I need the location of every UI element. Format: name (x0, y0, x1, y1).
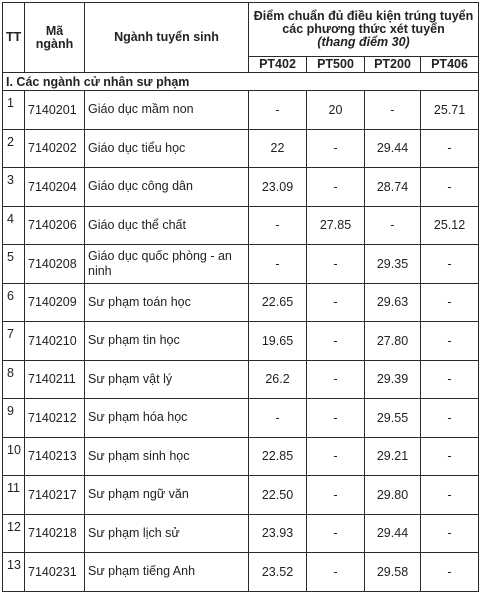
row-code: 7140212 (25, 399, 85, 438)
row-score: - (307, 283, 365, 322)
row-code: 7140204 (25, 168, 85, 207)
table-row (3, 476, 479, 515)
row-score: 29.63 (365, 283, 421, 322)
row-tt: 5 (3, 245, 25, 284)
table-row (3, 553, 479, 592)
row-score: - (307, 437, 365, 476)
table-row (3, 91, 479, 130)
score-title-line1: Điểm chuẩn đủ điều kiện trúng tuyển (253, 9, 474, 23)
row-code: 7140208 (25, 245, 85, 284)
row-score: 22.65 (249, 283, 307, 322)
row-score: - (365, 91, 421, 130)
row-score: - (307, 514, 365, 553)
table-row (3, 206, 479, 245)
section-title: I. Các ngành cử nhân sư phạm (3, 73, 479, 91)
row-code: 7140213 (25, 437, 85, 476)
row-score: 29.21 (365, 437, 421, 476)
row-code: 7140209 (25, 283, 85, 322)
row-code: 7140218 (25, 514, 85, 553)
row-score: - (249, 206, 307, 245)
header-score-title (249, 3, 479, 57)
row-score: 29.35 (365, 245, 421, 284)
row-score: 23.09 (249, 168, 307, 207)
table-row (3, 399, 479, 438)
row-score: - (307, 245, 365, 284)
row-tt: 13 (3, 553, 25, 592)
row-tt: 12 (3, 514, 25, 553)
row-score: 29.80 (365, 476, 421, 515)
header-code: Mã ngành (25, 3, 85, 73)
row-score: 19.65 (249, 322, 307, 361)
row-score: 25.12 (421, 206, 479, 245)
row-code: 7140211 (25, 360, 85, 399)
row-score: - (307, 553, 365, 592)
row-score: 29.39 (365, 360, 421, 399)
row-name: Sư phạm hóa học (85, 399, 249, 438)
header-name: Ngành tuyển sinh (85, 3, 249, 73)
row-name: Sư phạm vật lý (85, 360, 249, 399)
row-score: - (365, 206, 421, 245)
row-tt: 6 (3, 283, 25, 322)
row-code: 7140201 (25, 91, 85, 130)
header-method: PT406 (421, 57, 479, 73)
row-score: - (421, 283, 479, 322)
header-method: PT200 (365, 57, 421, 73)
row-code: 7140202 (25, 129, 85, 168)
row-score: - (307, 168, 365, 207)
row-score: 22.50 (249, 476, 307, 515)
row-score: 22 (249, 129, 307, 168)
row-score: - (421, 437, 479, 476)
row-score: - (307, 399, 365, 438)
row-score: - (421, 399, 479, 438)
row-score: - (421, 322, 479, 361)
row-score: - (421, 553, 479, 592)
row-name: Sư phạm toán học (85, 283, 249, 322)
row-score: - (249, 399, 307, 438)
row-code: 7140217 (25, 476, 85, 515)
row-tt: 4 (3, 206, 25, 245)
table-row (3, 514, 479, 553)
table-row (3, 437, 479, 476)
row-tt: 8 (3, 360, 25, 399)
row-score: 23.93 (249, 514, 307, 553)
row-code: 7140206 (25, 206, 85, 245)
header-method: PT500 (307, 57, 365, 73)
row-score: 20 (307, 91, 365, 130)
row-name: Giáo dục tiểu học (85, 129, 249, 168)
row-score: 29.58 (365, 553, 421, 592)
row-score: 26.2 (249, 360, 307, 399)
row-tt: 10 (3, 437, 25, 476)
row-score: 25.71 (421, 91, 479, 130)
table-row (3, 360, 479, 399)
row-score: - (421, 514, 479, 553)
row-score: 28.74 (365, 168, 421, 207)
table-row (3, 168, 479, 207)
row-score: 29.55 (365, 399, 421, 438)
row-score: - (421, 245, 479, 284)
admission-scores-table (2, 2, 479, 592)
row-score: - (307, 476, 365, 515)
table-row (3, 283, 479, 322)
row-name: Giáo dục thể chất (85, 206, 249, 245)
score-title-line2: các phương thức xét tuyển (282, 22, 445, 36)
row-score: - (249, 91, 307, 130)
row-name: Sư phạm tin học (85, 322, 249, 361)
row-name: Sư phạm tiếng Anh (85, 553, 249, 592)
row-score: - (421, 168, 479, 207)
section-row (3, 73, 479, 91)
row-tt: 1 (3, 91, 25, 130)
table-row (3, 245, 479, 284)
row-name: Sư phạm sinh học (85, 437, 249, 476)
row-score: 27.80 (365, 322, 421, 361)
row-tt: 7 (3, 322, 25, 361)
row-score: - (421, 360, 479, 399)
row-score: - (307, 129, 365, 168)
row-score: - (421, 476, 479, 515)
score-title-line3: (thang điểm 30) (317, 35, 410, 49)
row-tt: 2 (3, 129, 25, 168)
row-name: Giáo dục quốc phòng - an ninh (85, 245, 249, 284)
row-name: Sư phạm ngữ văn (85, 476, 249, 515)
row-score: - (249, 245, 307, 284)
row-tt: 3 (3, 168, 25, 207)
row-tt: 9 (3, 399, 25, 438)
row-name: Giáo dục công dân (85, 168, 249, 207)
row-score: 29.44 (365, 129, 421, 168)
header-tt: TT (3, 3, 25, 73)
row-code: 7140210 (25, 322, 85, 361)
row-score: - (307, 360, 365, 399)
row-score: 29.44 (365, 514, 421, 553)
row-score: - (307, 322, 365, 361)
row-name: Giáo dục mầm non (85, 91, 249, 130)
row-score: - (421, 129, 479, 168)
row-score: 22.85 (249, 437, 307, 476)
row-score: 23.52 (249, 553, 307, 592)
table-row (3, 322, 479, 361)
table-row (3, 129, 479, 168)
row-tt: 11 (3, 476, 25, 515)
row-code: 7140231 (25, 553, 85, 592)
header-method: PT402 (249, 57, 307, 73)
row-score: 27.85 (307, 206, 365, 245)
row-name: Sư phạm lịch sử (85, 514, 249, 553)
